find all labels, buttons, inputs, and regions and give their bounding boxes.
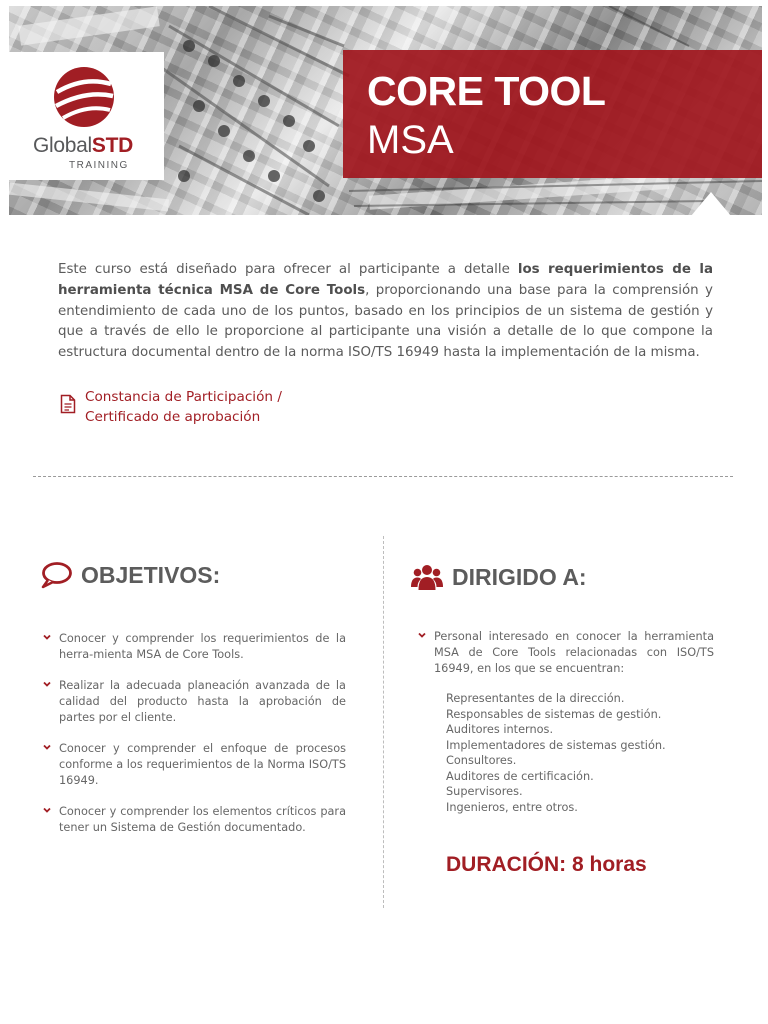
list-item: Responsables de sistemas de gestión. <box>446 707 662 721</box>
chevron-down-icon <box>43 743 51 751</box>
list-item: Personal interesado en conocer la herramienta MSA de Core Tools relacionadas con ISO/TS 16949, en los que se encuentran: <box>418 629 714 677</box>
certificate-line-1: Constancia de Participación / <box>85 389 282 405</box>
objectives-title: OBJETIVOS: <box>81 561 221 588</box>
brand-name: GlobalSTD <box>33 134 134 157</box>
brand-subtitle: TRAINING <box>69 160 129 171</box>
header-banner <box>9 6 762 215</box>
list-item: Realizar la adecuada planeación avanzada de la calidad del producto hasta la aprobación de partes por el cliente. <box>43 678 346 726</box>
certificate-line-2: Certificado de aprobación <box>85 408 261 425</box>
objectives-list <box>43 631 346 851</box>
list-item: Implementadores de sistemas gestión. <box>446 738 666 752</box>
globe-logo-icon <box>53 66 115 128</box>
list-item: Consultores. <box>446 754 517 767</box>
certificate-info <box>60 388 282 427</box>
audience-list <box>418 629 714 677</box>
list-item: Auditores internos. <box>446 723 554 736</box>
title-sub: MSA <box>367 118 454 162</box>
duration-label: DURACIÓN: 8 horas <box>446 853 647 876</box>
list-item: Supervisores. <box>446 785 523 798</box>
list-item: Auditores de certificación. <box>446 769 594 783</box>
title-main: CORE TOOL <box>367 68 606 114</box>
audience-heading <box>411 563 587 591</box>
list-item: Conocer y comprender los requerimientos de la herra-mienta MSA de Core Tools. <box>43 631 346 663</box>
speech-bubble-icon <box>40 561 72 589</box>
users-icon <box>411 563 443 591</box>
list-item: Conocer y comprender los elementos críticos para tener un Sistema de Gestión documentado. <box>43 804 346 836</box>
chevron-down-icon <box>418 631 426 639</box>
course-description: Este curso está diseñado para ofrecer al participante a detalle los requerimientos de la herramienta técnica MSA de Core Tools, proporcionando una base para la comprensión y entendimiento de cada uno de los puntos, basado en los principios de un sistema de gestión y que a través de ello le proporcione al participante una visión a detalle de lo que compone la estructura documental dentro de la norma ISO/TS 16949 hasta la implementación de la misma. <box>58 262 713 361</box>
chevron-down-icon <box>43 633 51 641</box>
logo-panel <box>9 52 164 180</box>
list-item: Conocer y comprender el enfoque de procesos conforme a los requerimientos de la Norma ISO/TS 16949. <box>43 741 346 789</box>
audience-title: DIRIGIDO A: <box>452 563 587 590</box>
audience-roles-list <box>446 691 666 815</box>
column-divider <box>383 536 384 908</box>
section-divider <box>33 476 733 477</box>
objectives-heading <box>40 561 220 589</box>
chevron-down-icon <box>43 806 51 814</box>
chevron-down-icon <box>43 680 51 688</box>
list-item: Ingenieros, entre otros. <box>446 800 578 814</box>
document-icon <box>60 394 76 414</box>
banner-notch <box>691 192 731 215</box>
list-item: Representantes de la dirección. <box>446 692 625 705</box>
title-panel <box>343 50 762 178</box>
